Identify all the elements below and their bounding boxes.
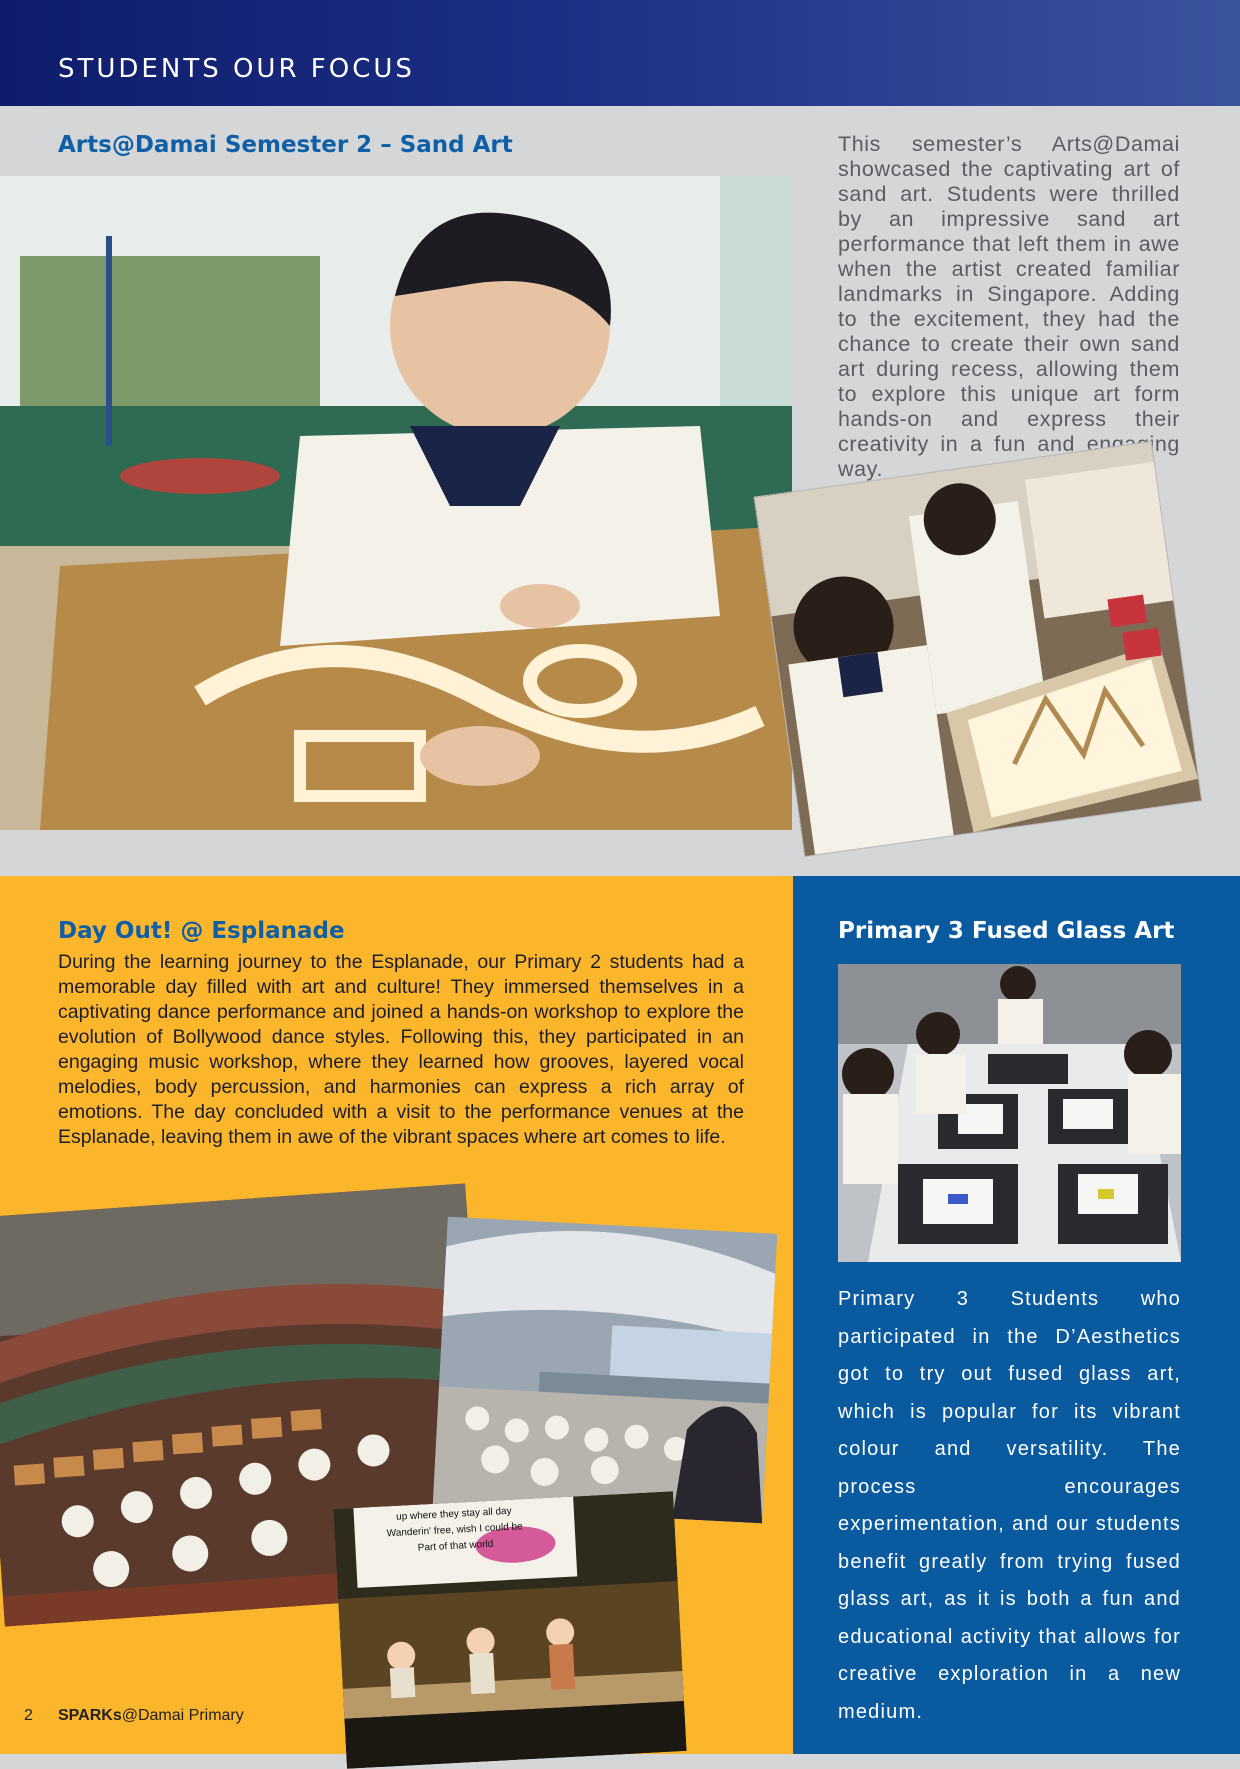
footer-brand: [58, 1707, 244, 1725]
fused-glass-photo: [838, 964, 1181, 1262]
outdoor-theatre-photo: [433, 1217, 778, 1524]
esplanade-heading: Day Out! @ Esplanade: [58, 918, 345, 944]
fused-glass-paragraph: Primary 3 Students who participated in the D’Aesthetics got to try out fused glass art, which is popular for its vibrant colour and versatility. The process encourages experimentation, and our students benefit greatly from trying fused glass art, as it is both a fun and educational activity that allows for creative exploration in a new medium.: [838, 1288, 1181, 1723]
sand-art-paragraph: This semester’s Arts@Damai showcased the captivating art of sand art. Students were thrilled by an impressive sand art performance that left them in awe when the artist created familiar landmarks in Singapore. Adding to the excitement, they had the chance to create their own sand art during recess, allowing them to explore this unique art form hands-on and express their creativity in a fun and engaging way.: [838, 132, 1180, 481]
page-number: 2: [24, 1707, 33, 1724]
lyrics-line: Wanderin' free, wish I could be: [386, 1521, 523, 1540]
section-title: STUDENTS OUR FOCUS: [58, 54, 415, 84]
lyrics-line: Part of that world: [417, 1538, 494, 1554]
concert-stage-photo: [333, 1491, 686, 1768]
brand-rest: @Damai Primary: [121, 1707, 244, 1724]
esplanade-paragraph: During the learning journey to the Esplanade, our Primary 2 students had a memorable day filled with art and culture! They immersed themselves in a captivating dance performance and joined a hands-on workshop to explore the evolution of Bollywood dance styles. Following this, they participated in an engaging music workshop, where they learned how grooves, layered vocal melodies, body percussion, and harmonies can express a rich array of emotions. The day concluded with a visit to the performance venues at the Esplanade, leaving them in awe of the vibrant spaces where art comes to life.: [58, 951, 744, 1148]
page-header: [0, 0, 1240, 106]
sand-art-heading: Arts@Damai Semester 2 – Sand Art: [58, 132, 513, 158]
brand-bold: SPARKs: [58, 1707, 122, 1724]
fused-glass-heading: Primary 3 Fused Glass Art: [838, 918, 1175, 944]
sand-art-main-photo: [0, 176, 792, 830]
sand-art-students-photo: [755, 442, 1201, 856]
lyrics-line: up where they stay all day: [395, 1505, 512, 1523]
